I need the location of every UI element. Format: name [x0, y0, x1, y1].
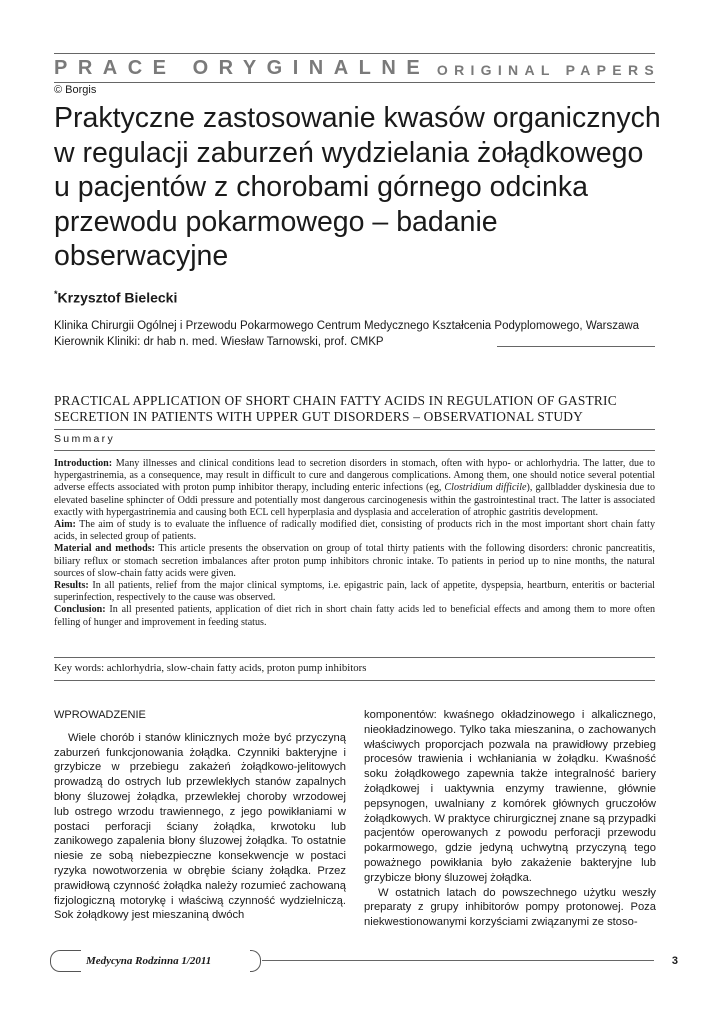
- abstract-label: Results:: [54, 580, 89, 592]
- keywords-top-rule: [54, 657, 655, 658]
- section-label-en: ORIGINAL PAPERS: [436, 62, 660, 78]
- footer-bracket-right: [250, 950, 261, 972]
- abstract-text: Many illnesses and clinical conditions lead to secretion disorders in stomach, often with hypo- or achlorhydria. The latter, due to hypergastrinemia, as a consequence, may result in difficult to cure and dangerous complications. Among them, one should notice several potential adverse effects associated with proton pump inhibitor therapy, including enteric infections (eg,: [54, 458, 655, 494]
- header-rule: [54, 82, 655, 83]
- abstract: [54, 458, 655, 629]
- title-line: w regulacji zaburzeń wydzielania żołądkowego: [54, 136, 644, 169]
- title-line: przewodu pokarmowego – badanie: [54, 205, 498, 238]
- footer-bracket-left: [50, 950, 81, 972]
- body-column-left: [54, 708, 346, 923]
- affiliation-rule: [497, 346, 655, 347]
- abstract-text: In all presented patients, application of diet rich in short chain fatty acids led to beneficial effects and among them to more often felling of hunger and improvement in feeding status.: [54, 604, 655, 628]
- title-line: Praktyczne zastosowanie kwasów organicznych: [54, 102, 661, 134]
- abstract-text: In all patients, relief from the major clinical symptoms, i.e. epigastric pain, lack of appetite, dyspepsia, heartburn, enteritis or bacterial superinfection, respectively to the cause was observed.: [54, 580, 655, 604]
- author: [54, 289, 177, 306]
- affiliation-line: Klinika Chirurgii Ogólnej i Przewodu Pokarmowego Centrum Medycznego Kształcenia Podyplomowego, Warszawa: [54, 320, 640, 332]
- body-column-right: [364, 708, 656, 930]
- footer-rule: [262, 960, 654, 961]
- summary-top-rule: [54, 429, 655, 430]
- abstract-label: Conclusion:: [54, 604, 106, 616]
- abstract-introduction: [54, 458, 655, 519]
- summary-label: Summary: [54, 433, 116, 445]
- journal-name: Medycyna Rodzinna 1/2011: [86, 955, 212, 967]
- abstract-results: [54, 580, 655, 604]
- section-heading: WPROWADZENIE: [54, 709, 146, 721]
- author-footnote-mark: *: [54, 289, 58, 299]
- keywords-bottom-rule: [54, 680, 655, 681]
- body-paragraph: W ostatnich latach do powszechnego użytku weszły preparaty z grupy inhibitorów pompy protonowej. Poza niekwestionowanymi korzyściami związanymi ze stoso-: [364, 886, 656, 929]
- abstract-italic: Clostridium difficile: [444, 482, 527, 494]
- abstract-label: Aim:: [54, 519, 76, 531]
- abstract-label: Material and methods:: [54, 543, 156, 555]
- abstract-methods: [54, 543, 655, 580]
- abstract-text: The aim of study is to evaluate the influence of radically modified diet, consisting of products rich in the most important short chain fatty acids, in selected group of patients.: [54, 519, 655, 543]
- abstract-aim: [54, 519, 655, 543]
- abstract-text: This article presents the observation on group of total thirty patients with the following disorders: chronic pancreatitis, biliary reflux or stomach secretion imbalances after proton pump inhibitors chronic intake. To patients in period up to nine months, the natural sources of slow-chain fatty acids were given.: [54, 543, 656, 579]
- english-title: [54, 393, 664, 425]
- body-paragraph: komponentów: kwaśnego okładzinowego i alkalicznego, nieokładzinowego. Tylko taka mieszanina, o zachowanych właściwych proporcjach pozwala na prawidłowy przebieg procesów trawienia i wchłaniania w żołądku. Kwaśność soku żołądkowego zapewnia także integralność bariery żołądkowej i uaktywnia enzymy trawienne, głównie pepsynogen, uwalniany z komórek głównych gruczołów żołądkowych. W praktyce chirurgicznej znane są przypadki pacjentów operowanych z powodu perforacji przewodu pokarmowego, gdzie jedyną uchwytną przyczyną tego poważnego powikłania było zakażenie bakteryjne lub grzybicze błony śluzowej żołądka.: [364, 709, 656, 884]
- title-line: u pacjentów z chorobami górnego odcinka: [54, 171, 588, 203]
- section-label-pl: PRACE ORYGINALNE: [54, 57, 431, 79]
- abstract-conclusion: [54, 604, 655, 628]
- english-title-line: SECRETION IN PATIENTS WITH UPPER GUT DISORDERS – OBSERVATIONAL STUDY: [54, 409, 583, 424]
- english-title-line: PRACTICAL APPLICATION OF SHORT CHAIN FATTY ACIDS IN REGULATION OF GASTRIC: [54, 393, 617, 408]
- copyright-notice: © Borgis: [54, 84, 97, 96]
- abstract-text: ), gallbladder dyskinesia due to elevated baseline sphincter of Oddi pressure and potentially most dangerous carcinogenesis within the gastrointestinal tract. The latter is associated exactly with hypergastrinemia and causing both ECL cell hyperplasia and dysplasia and acceleration of atrophic gastritis development.: [54, 482, 655, 518]
- title-line: obserwacyjne: [54, 240, 229, 272]
- summary-bottom-rule: [54, 450, 655, 451]
- article-title: [54, 101, 674, 274]
- author-name: Krzysztof Bielecki: [57, 289, 178, 306]
- body-paragraph: Wiele chorób i stanów klinicznych może być przyczyną zaburzeń funkcjonowania żołądka. Czynniki bakteryjne i grzybicze w przebiegu zakażeń żołądkowo-jelitowych prowadzą do ostrych lub przewlekłych stanów zapalnych błony śluzowej żołądka, przewlekłej choroby wrzodowej lub ostrego wrzodu trawiennego, z jego powikłaniami w postaci perforacji ściany żołądka, krwotoku lub zanikowego zapalenia błony śluzowej żołądka. To ostatnie niesie ze sobą niebezpieczne konsekwencje w postaci ryzyka nowotworzenia w obrębie ściany żołądka. Przez prawidłową czynność żołądka należy rozumieć zachowaną fizjologiczną motorykę i właściwą czynność wydzielniczą. Sok żołądkowy jest mieszaniną dwóch: [54, 731, 346, 922]
- abstract-label: Introduction:: [54, 458, 113, 469]
- keywords: Key words: achlorhydria, slow-chain fatty acids, proton pump inhibitors: [54, 662, 367, 674]
- affiliation-line: Kierownik Kliniki: dr hab n. med. Wiesław Tarnowski, prof. CMKP: [54, 336, 384, 348]
- top-rule: [54, 53, 655, 54]
- section-header: [54, 57, 660, 81]
- page-number: 3: [671, 955, 678, 967]
